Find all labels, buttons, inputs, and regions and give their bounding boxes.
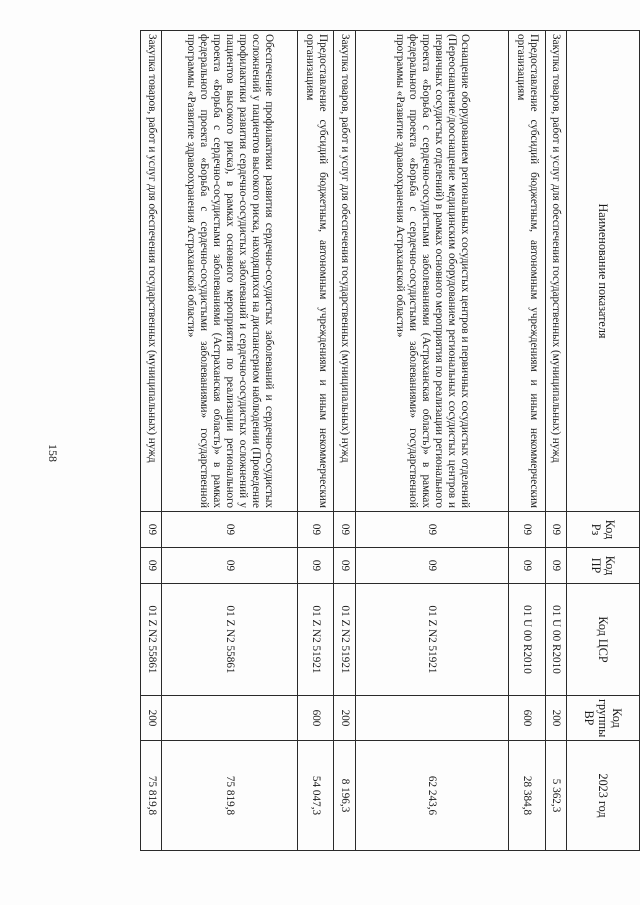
row-vr: 200 (141, 696, 162, 741)
row-vr: 200 (545, 696, 566, 741)
table-header-row (567, 31, 640, 851)
row-value: 62 243,6 (355, 741, 508, 851)
budget-table (140, 30, 640, 851)
row-rz: 09 (545, 512, 566, 548)
row-vr (162, 696, 297, 741)
row-csr: 01 Z N2 55861 (162, 584, 297, 696)
header-csr: Код ЦСР (567, 584, 640, 696)
header-rz: Код Рз (567, 512, 640, 548)
row-name: Предоставление субсидий бюджетным, автономным учреждениям и иным некоммерческим организациям (508, 31, 545, 512)
row-vr: 600 (508, 696, 545, 741)
row-vr (355, 696, 508, 741)
page-number: 158 (46, 444, 60, 462)
row-pr: 09 (334, 548, 355, 584)
row-pr: 09 (508, 548, 545, 584)
table-row (297, 31, 334, 851)
row-csr: 01 Z N2 51921 (297, 584, 334, 696)
table-row (141, 31, 162, 851)
table-row (545, 31, 566, 851)
row-csr: 01 U 00 R2010 (508, 584, 545, 696)
row-name: Обеспечение профилактики развития сердечно-сосудистых заболеваний и сердечно-сосудистых осложнений у пациентов высокого риска, находящихся на диспансерном наблюдении (Проведение профилактики развития сердечно-сосудистых заболеваний и сердечно-сосудистых осложнений у пациентов высокого риска), в рамках основного мероприятия по реализации регионального проекта «Борьба с сердечно-сосудистыми заболеваниями (Астраханская область)» в рамках федерального проекта «Борьба с сердечно-сосудистыми заболеваниями» государственной программы «Развитие здравоохранения Астраханской области» (162, 31, 297, 512)
row-pr: 09 (545, 548, 566, 584)
row-name: Закупка товаров, работ и услуг для обеспечения государственных (муниципальных) нужд (334, 31, 355, 512)
row-pr: 09 (297, 548, 334, 584)
row-value: 75 819,8 (162, 741, 297, 851)
row-pr: 09 (355, 548, 508, 584)
header-name: Наименование показателя (567, 31, 640, 512)
row-pr: 09 (162, 548, 297, 584)
row-vr: 200 (334, 696, 355, 741)
table-row (355, 31, 508, 851)
row-csr: 01 Z N2 51921 (355, 584, 508, 696)
row-name: Закупка товаров, работ и услуг для обеспечения государственных (муниципальных) нужд (141, 31, 162, 512)
header-year: 2023 год (567, 741, 640, 851)
row-value: 54 047,3 (297, 741, 334, 851)
row-csr: 01 Z N2 55861 (141, 584, 162, 696)
row-vr: 600 (297, 696, 334, 741)
row-rz: 09 (162, 512, 297, 548)
rotated-page-content (140, 30, 640, 850)
header-vr: Код группы ВР (567, 696, 640, 741)
row-value: 75 819,8 (141, 741, 162, 851)
header-pr: Код ПР (567, 548, 640, 584)
row-value: 5 362,3 (545, 741, 566, 851)
row-name: Предоставление субсидий бюджетным, автономным учреждениям и иным некоммерческим организациям (297, 31, 334, 512)
row-value: 28 384,8 (508, 741, 545, 851)
row-rz: 09 (355, 512, 508, 548)
row-rz: 09 (297, 512, 334, 548)
table-row (508, 31, 545, 851)
table-row (162, 31, 297, 851)
row-pr: 09 (141, 548, 162, 584)
row-name: Оснащение оборудованием региональных сосудистых центров и первичных сосудистых отделений (Переоснащение/дооснащение медицинским оборудованием региональных сосудистых центров и первичных сосудистых отделений) в рамках основного мероприятия по реализации регионального проекта «Борьба с сердечно-сосудистыми заболеваниями (Астраханская область)» в рамках федерального проекта «Борьба с сердечно-сосудистыми заболеваниями» государственной программы «Развитие здравоохранения Астраханской области» (355, 31, 508, 512)
row-csr: 01 Z N2 51921 (334, 584, 355, 696)
row-csr: 01 U 00 R2010 (545, 584, 566, 696)
row-rz: 09 (141, 512, 162, 548)
row-value: 8 196,3 (334, 741, 355, 851)
row-rz: 09 (334, 512, 355, 548)
row-rz: 09 (508, 512, 545, 548)
table-row (334, 31, 355, 851)
row-name: Закупка товаров, работ и услуг для обеспечения государственных (муниципальных) нужд (545, 31, 566, 512)
